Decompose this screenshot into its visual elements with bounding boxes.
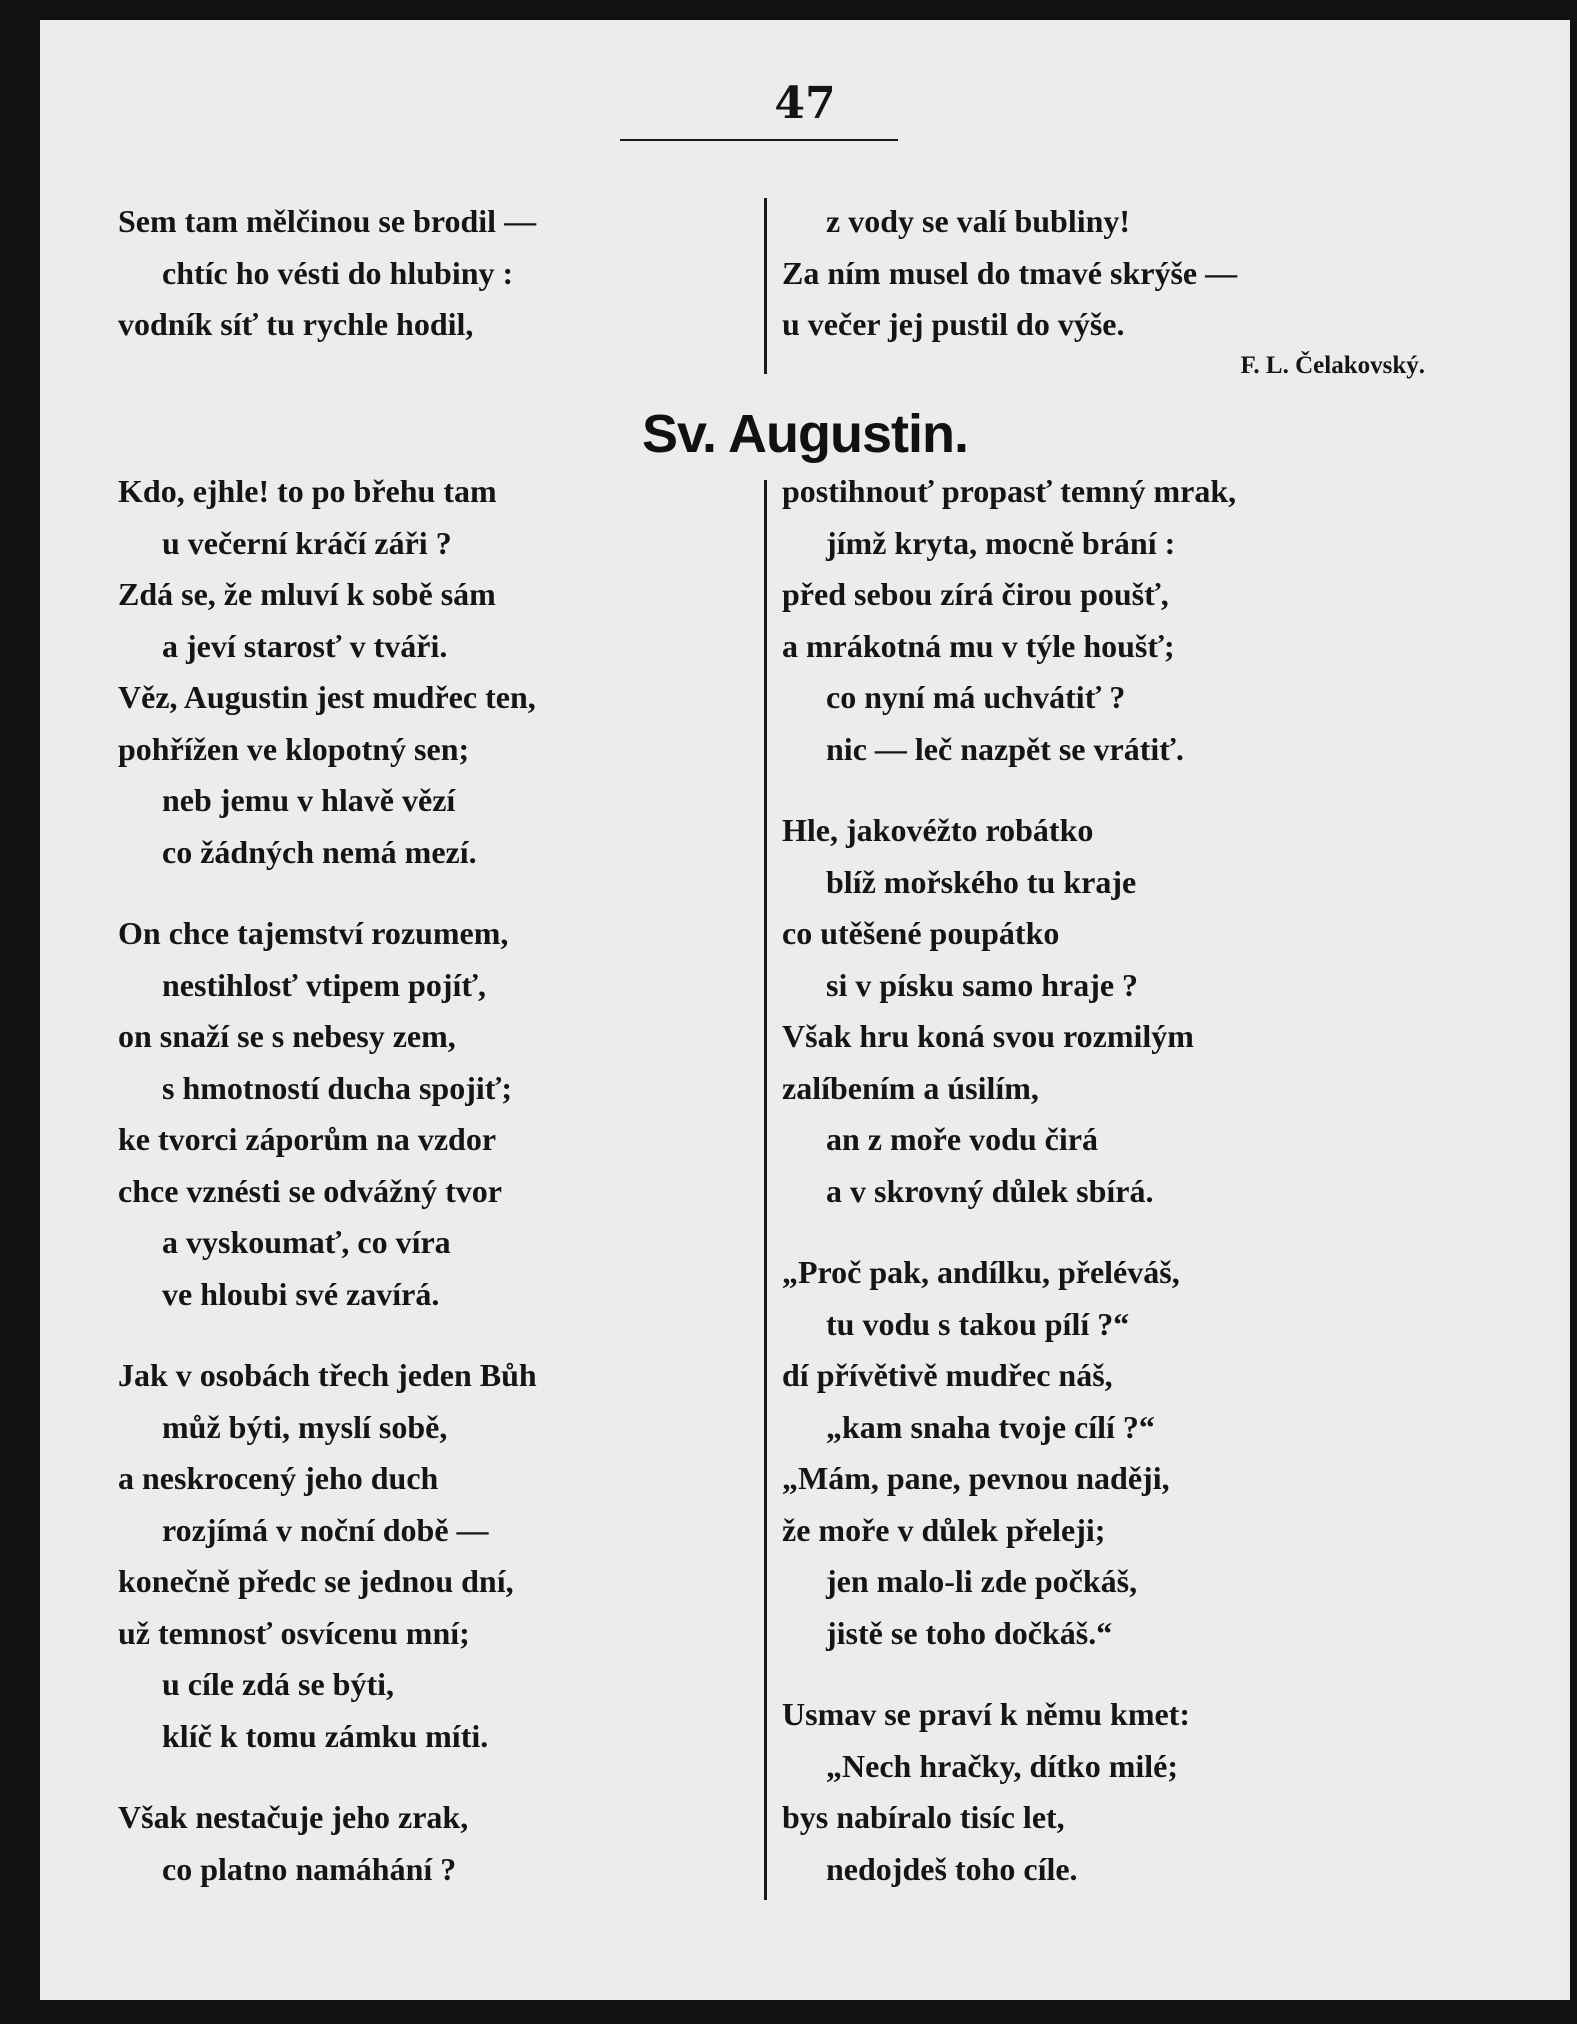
verse-line: dí přívětivě mudřec náš,	[782, 1357, 1113, 1393]
verse-line: bys nabíralo tisíc let,	[782, 1799, 1065, 1835]
verse-line: Hle, jakovéžto robátko	[782, 812, 1094, 848]
verse-line: u cíle zdá se býti,	[162, 1666, 394, 1702]
page-number-rule	[620, 139, 898, 141]
verse-line: Usmav se praví k němu kmet:	[782, 1696, 1190, 1732]
verse-line: zalíbením a úsilím,	[782, 1069, 1039, 1106]
verse-line: „kam snaha tvoje cílí ?“	[826, 1408, 1155, 1445]
column-divider-main	[764, 480, 767, 1900]
verse-line: ve hloubi své zavírá.	[162, 1275, 440, 1312]
verse-line: co žádných nemá mezí.	[162, 833, 477, 870]
verse-line: co utěšené poupátko	[782, 915, 1060, 951]
poem1-author: F. L. Čelakovský.	[1240, 352, 1425, 379]
verse-line: blíž mořského tu kraje	[826, 863, 1137, 900]
poem2-left-column	[118, 466, 537, 1895]
verse-line: chce vznésti se odvážný tvor	[118, 1172, 502, 1209]
verse-line: jistě se toho dočkáš.“	[826, 1614, 1113, 1651]
verse-line: klíč k tomu zámku míti.	[162, 1717, 489, 1754]
stanza-gap	[118, 1762, 537, 1792]
verse-line: před sebou zírá čirou poušť,	[782, 576, 1169, 612]
verse-line: si v písku samo hraje ?	[826, 966, 1139, 1003]
verse-line: nestihlosť vtipem pojíť,	[162, 966, 487, 1003]
verse-line: a jeví starosť v tváři.	[162, 627, 448, 664]
stanza-gap	[782, 775, 1236, 805]
verse-line: Za ním musel do tmavé skrýše —	[782, 254, 1238, 291]
verse-line: a vyskoumať, co víra	[162, 1224, 451, 1260]
verse-line: a v skrovný důlek sbírá.	[826, 1172, 1154, 1209]
poem-title: Sv. Augustin.	[641, 404, 968, 464]
verse-line: Zdá se, že mluví k sobě sám	[118, 576, 496, 612]
column-divider-top	[764, 198, 767, 374]
verse-line: „Proč pak, andílku, přeléváš,	[782, 1254, 1180, 1290]
verse-line: „Mám, pane, pevnou naději,	[782, 1460, 1170, 1496]
verse-line: On chce tajemství rozumem,	[118, 915, 509, 951]
poem1-left-column	[118, 196, 536, 351]
verse-line: už temnosť osvícenu mní;	[118, 1614, 470, 1651]
poem2-right-column	[782, 466, 1236, 1895]
verse-line: rozjímá v noční době —	[162, 1511, 489, 1548]
stanza-gap	[782, 1217, 1236, 1247]
verse-line: an z moře vodu čirá	[826, 1121, 1098, 1157]
verse-line: Jak v osobách třech jeden Bůh	[118, 1357, 537, 1393]
verse-line: chtíc ho vésti do hlubiny :	[162, 254, 514, 291]
verse-line: u večerní kráčí záři ?	[162, 524, 452, 561]
verse-line: postihnouť propasť temný mrak,	[782, 473, 1237, 509]
verse-line: jímž kryta, mocně brání :	[826, 524, 1176, 561]
stanza-gap	[782, 1659, 1236, 1689]
verse-line: neb jemu v hlavě vězí	[162, 782, 456, 818]
verse-line: Kdo, ejhle! to po břehu tam	[118, 473, 497, 509]
verse-line: konečně předc se jednou dní,	[118, 1563, 514, 1599]
verse-line: Sem tam mělčinou se brodil —	[118, 203, 537, 239]
verse-line: Věz, Augustin jest mudřec ten,	[118, 679, 536, 715]
verse-line: Však nestačuje jeho zrak,	[118, 1799, 469, 1835]
verse-line: pohřížen ve klopotný sen;	[118, 730, 470, 767]
verse-line: nedojdeš toho cíle.	[826, 1850, 1078, 1887]
verse-line: ke tvorci záporům na vzdor	[118, 1121, 497, 1157]
verse-line: a neskrocený jeho duch	[118, 1460, 439, 1496]
verse-line: že moře v důlek přeleji;	[782, 1511, 1106, 1548]
verse-line: nic — leč nazpět se vrátiť.	[826, 730, 1184, 767]
verse-line: z vody se valí bubliny!	[826, 203, 1131, 239]
verse-line: „Nech hračky, dítko milé;	[826, 1747, 1178, 1784]
verse-line: jen malo-li zde počkáš,	[826, 1563, 1138, 1599]
verse-line: on snaží se s nebesy zem,	[118, 1018, 456, 1054]
verse-line: co platno namáhání ?	[162, 1850, 457, 1887]
verse-line: co nyní má uchvátiť ?	[826, 679, 1126, 715]
poem1-right-column	[782, 196, 1237, 351]
verse-line: a mrákotná mu v týle houšť;	[782, 627, 1175, 664]
verse-line: vodník síť tu rychle hodil,	[118, 306, 474, 342]
page-number: 47	[774, 78, 836, 129]
verse-line: u večer jej pustil do výše.	[782, 306, 1125, 342]
verse-line: Však hru koná svou rozmilým	[782, 1018, 1194, 1054]
stanza-gap	[118, 1320, 537, 1350]
verse-line: tu vodu s takou pílí ?“	[826, 1305, 1130, 1342]
verse-line: můž býti, myslí sobě,	[162, 1408, 448, 1445]
verse-line: s hmotností ducha spojiť;	[162, 1069, 513, 1106]
book-page	[40, 20, 1570, 2000]
stanza-gap	[118, 878, 537, 908]
